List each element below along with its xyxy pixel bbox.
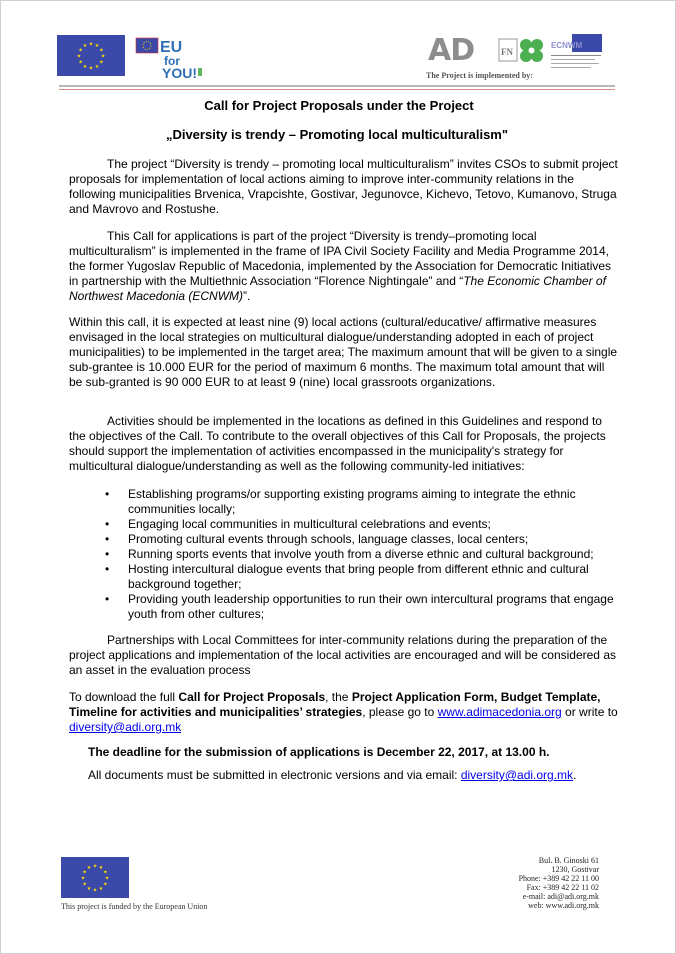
eu-stars-icon [57,35,125,76]
header-divider-thin [59,89,615,90]
download-bold-forms: Project Application Form, Budget Template, Timeline for activities and municipalities’ strategies [69,690,601,719]
fn-text: FN [501,47,513,57]
star-icon: ★ [104,875,110,882]
download-text: To download the full [69,690,179,704]
ecnwm-flag-icon [550,34,604,80]
email-link[interactable]: diversity@adi.org.mk [69,720,182,734]
star-icon: ★ [76,53,82,60]
florence-nightingale-logo [498,36,544,66]
address-street: Bul. B. Ginoski 61 [538,856,599,865]
eu-flag-footer-logo [61,857,129,898]
star-icon: ★ [82,869,87,876]
star-icon: ★ [80,875,86,882]
document-title: Call for Project Proposals under the Project [204,98,474,113]
submission-end: . [573,768,577,782]
eu-stars-icon [61,857,129,898]
submission-note [88,768,576,782]
eu-flag-logo [57,35,125,76]
list-item: • Establishing programs/or supporting existing programs aiming to integrate the ethnic communities locally; [69,487,621,517]
star-icon: ★ [78,47,83,54]
star-icon: ★ [86,865,92,872]
address-phone: Phone: +389 42 22 11 00 [518,874,599,883]
star-icon: ★ [88,41,94,48]
adi-logo-text: AD [428,33,475,68]
intro-paragraph: The project “Diversity is trendy – promoting local multiculturalism” invites CSOs to submit project proposals for implementation of local actions aiming to improve inter-community relations in the following municipalities Brvenica, Vrapcishte, Gostivar, Jegunovce, Kichevo, Tetovo, Kumanovo, Struga and Mavrovo and Rostushe. [69,157,618,216]
download-bold-call: Call for Project Proposals [178,690,326,704]
ecnwm-logo [550,34,604,80]
address-city: 1230, Gostivar [551,865,599,874]
implemented-by-label: The Project is implemented by: [426,71,533,80]
project-title: „Diversity is trendy – Promoting local multiculturalism" [165,127,509,142]
partnerships-paragraph: Partnerships with Local Committees for inter-community relations during the preparation of the project applications and implementation of the local activities are encouraged and will be considered as an asset in the evaluation process [69,633,616,677]
list-item: • Running sports events that involve youth from a diverse ethnic and cultural background; [69,547,621,562]
eu-for-you-logo [134,34,212,80]
star-icon: ★ [92,863,98,870]
context-paragraph [69,229,621,304]
star-icon: ★ [99,47,104,54]
star-icon: ★ [103,881,108,888]
star-icon: ★ [82,43,88,50]
list-item: • Providing youth leadership opportunities to run their own intercultural programs that engage youth from other cultures; [69,592,621,622]
list-item: • Promoting cultural events through schools, language classes, local centers; [69,532,621,547]
website-link[interactable]: www.adimacedonia.org [437,705,562,719]
star-icon: ★ [98,865,104,872]
download-paragraph [69,690,621,735]
eu-for-you-icon [134,34,212,80]
star-icon: ★ [88,65,94,72]
address-fax: Fax: +389 42 22 11 02 [526,883,599,892]
you-text: YOU! [162,65,197,80]
star-icon: ★ [82,63,88,70]
star-icon: ★ [78,59,83,66]
activities-paragraph: Activities should be implemented in the locations as defined in this Guidelines and respond to the objectives of the Call. To contribute to the overall objectives of this Call for Proposals, the projects should support the implementation of activities encompassed in the municipality's strategy for multicultural dialogue/understanding as well as the following community-led initiatives: [69,414,606,473]
funded-by-note: This project is funded by the European Union [61,902,208,911]
address-web: web: www.adi.org.mk [528,901,599,910]
amount-paragraph: Within this call, it is expected at least nine (9) local actions (cultural/educative/ affirmative measures envisaged in the local strategies on multicultural dialogue/understanding adopted in each of project municipalities) to be implemented in the target area; The maximum amount that will be given to a single sub-grantee is 10.000 EUR for the period of maximum 6 months. The maximum total amount that will be sub-granted is 90 000 EUR to at least 9 (nine) local grassroots organizations. [69,315,618,389]
download-text: , the [325,690,352,704]
contact-address [519,856,599,910]
adi-logo [428,34,490,68]
initiatives-list [69,487,621,622]
submission-text: All documents must be submitted in electronic versions and via email: [88,768,461,782]
star-icon: ★ [86,885,92,892]
deadline-text: The deadline for the submission of applications is December 22, 2017, at 13.00 h. [88,745,550,759]
clover-icon [498,36,544,66]
download-text: or write to [561,705,618,719]
context-end: ”. [243,289,251,303]
star-icon: ★ [99,59,104,66]
star-icon: ★ [103,869,108,876]
list-item: • Hosting intercultural dialogue events that bring people from different ethnic and cultural background together; [69,562,621,592]
submission-email-link[interactable]: diversity@adi.org.mk [460,768,574,782]
star-icon: ★ [94,63,100,70]
star-icon: ★ [100,53,106,60]
star-icon: ★ [94,43,100,50]
download-text: , please go to [362,705,438,719]
ecnwm-text: ECNWM [551,41,583,50]
header-divider [59,85,615,87]
star-icon: ★ [82,881,87,888]
list-item: • Engaging local communities in multicultural celebrations and events; [69,517,621,532]
star-icon: ★ [98,885,104,892]
address-email: e-mail: adi@adi.org.mk [522,892,599,901]
for-text: for [164,54,180,68]
context-italic: The Economic Chamber of Northwest Macedonia (ECNWM) [69,274,606,303]
context-text: This Call for applications is part of the project “Diversity is trendy–promoting local multiculturalism” is implemented in the frame of IPA Civil Society Facility and Media Programme 2014, the former Yugoslav Republic of Macedonia, implemented by the Association for Democratic Initiatives in partnership with the Multiethnic Association “Florence Nightingale” and “ [69,229,612,288]
eu-text: EU [160,39,183,56]
star-icon: ★ [92,887,98,894]
